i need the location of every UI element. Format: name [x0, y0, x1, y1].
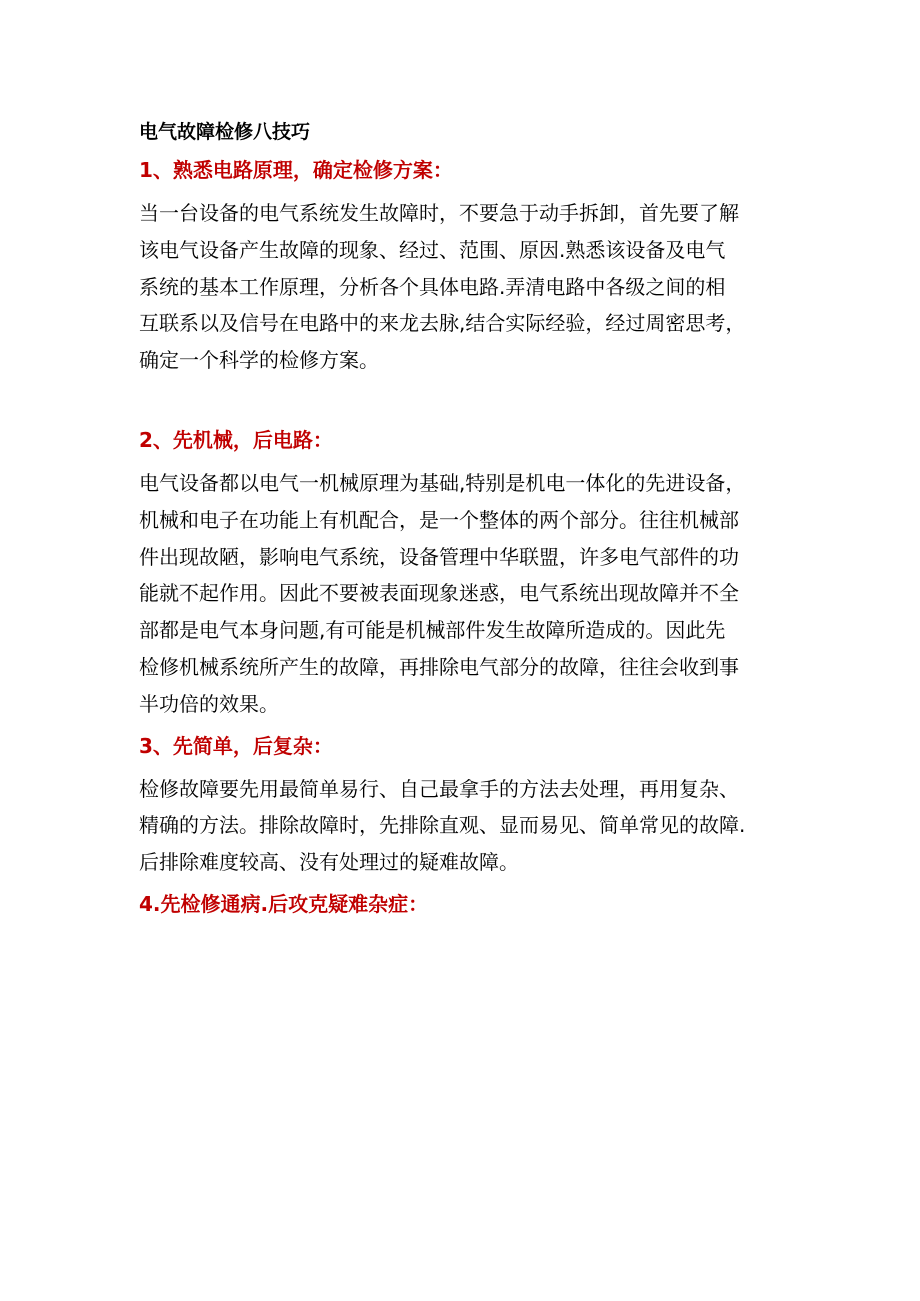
blank-line — [139, 379, 799, 423]
paragraph-line: 确定一个科学的检修方案。 — [139, 348, 379, 373]
section-heading: 1、熟悉电路原理，确定检修方案： — [139, 158, 453, 182]
paragraph-line: 件出现故陋，影响电气系统，设备管理中华联盟，许多电气部件的功 — [139, 544, 739, 569]
section-1 — [139, 153, 799, 379]
section-heading: 4.先检修通病.后攻克疑难杂症： — [139, 891, 429, 916]
section-3 — [139, 729, 799, 881]
paragraph-line: 互联系以及信号在电路中的来龙去脉,结合实际经验，经过周密思考， — [139, 311, 746, 336]
paragraph-line: 半功倍的效果。 — [139, 691, 279, 716]
paragraph-line: 精确的方法。排除故障时，先排除直观、显而易见、简单常见的故障. — [139, 813, 746, 838]
paragraph-line: 后排除难度较高、没有处理过的疑难故障。 — [139, 850, 519, 875]
paragraph-line: 机械和电子在功能上有机配合，是一个整体的两个部分。往往机械部 — [139, 507, 739, 532]
paragraph-line: 系统的基本工作原理，分析各个具体电路.弄清电路中各级之间的相 — [139, 274, 726, 299]
section-paragraph — [139, 465, 799, 723]
paragraph-line: 检修故障要先用最简单易行、自己最拿手的方法去处理，再用复杂、 — [139, 776, 739, 801]
paragraph-line: 部都是电气本身问题,有可能是机械部件发生故障所造成的。因此先 — [139, 618, 726, 643]
section-heading: 2、先机械，后电路： — [139, 427, 333, 452]
section-paragraph — [139, 195, 799, 379]
document-title: 电气故障检修八技巧 — [139, 121, 311, 143]
section-4 — [139, 887, 799, 921]
section-heading: 3、先简单，后复杂： — [139, 733, 333, 758]
paragraph-line: 当一台设备的电气系统发生故障时，不要急于动手拆卸，首先要了解 — [139, 201, 739, 225]
paragraph-line: 能就不起作用。因此不要被表面现象迷惑，电气系统出现故障并不全 — [139, 581, 739, 606]
section-paragraph — [139, 771, 799, 881]
section-2 — [139, 423, 799, 723]
paragraph-line: 检修机械系统所产生的故障，再排除电气部分的故障，往往会收到事 — [139, 654, 739, 679]
document-content — [139, 115, 799, 921]
paragraph-line: 该电气设备产生故障的现象、经过、范围、原因.熟悉该设备及电气 — [139, 237, 726, 262]
paragraph-line: 电气设备都以电气一机械原理为基础,特别是机电一体化的先进设备， — [139, 470, 746, 495]
